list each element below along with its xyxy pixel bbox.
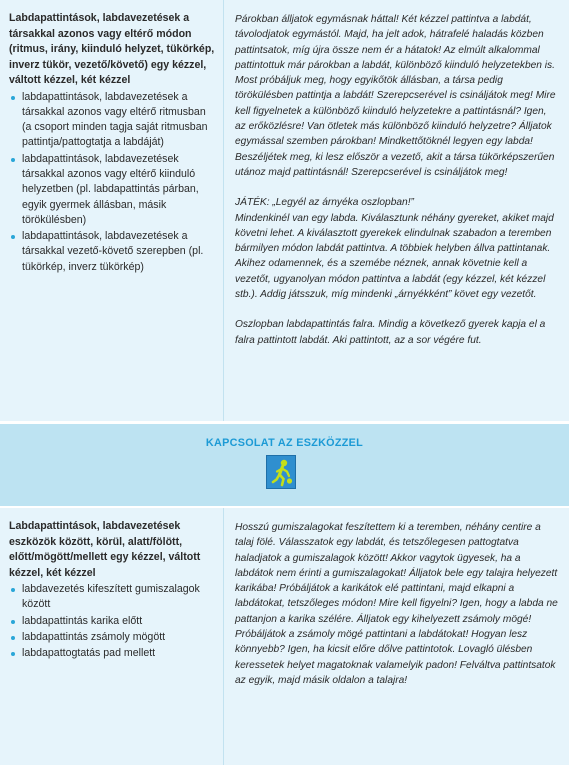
bullet-icon (11, 158, 15, 162)
instruction-paragraph: Párokban álljatok egymásnak háttal! Két kézzel pattintva a labdát, távolodjatok egymástól. Majd, ha jelt adok, hátrafelé haladás közben pattintsatok, míg újra össze nem ér a hátatok! Az elmúlt alkalommal pattintottuk már párokban a labdát, különböző kiinduló helyzetekben is. Most próbáljuk meg, hogy egyikőtök állásban, a társa pedig törökülésben pattintja a labdát! Szerepcserével is csináljátok meg! Mire kell figyelnetek a különböző kiinduló helyzetekre a pattintásnál? Igen, az erőközlésre! Van ötletek más különböző kiinduló helyzetre? Álljatok egymással szemben párokban! Mindkettőtöknél legyen egy labda! Beszéljétek meg, ki lesz először a vezető, akit a társa tükörképszerűen utánoz majd pattintásnál! Szerepcserével is csináljátok meg! (235, 14, 556, 178)
game-title: JÁTÉK: „Legyél az árnyéka oszlopban!” (235, 197, 414, 209)
top-left-column (0, 0, 224, 421)
equipment-instruction-paragraph: Hosszú gumiszalagokat feszítettem ki a teremben, néhány centire a talaj fölé. Válasszatok egy labdát, és tetszőlegesen pattogtatva haladjatok a gumiszalagok között! Akkor vagytok ügyesek, ha a labdátok nem érinti a gumiszalagokat! Álljatok bele egy talajra helyezett karikába! Próbáljátok a karikátok elé pattintani, majd elkapni a labdátokat, tetszőleges módon! Mire kell figyelni? Igen, hogy a labda ne pattanjon a karika szélére. Álljatok egy kihelyezett zsámoly mögé! Próbáljátok a zsámoly mögé pattintani a labdátokat! Hogyan lesz könnyebb? Igen, ha kicsit előre dőlve pattintotok. Lovagló ülésben keressetek helyet magatoknak valamelyik padon! Felváltva pattintsatok az egyik, majd másik oldalon a talajra! (235, 522, 558, 686)
wall-bounce-paragraph: Oszlopban labdapattintás falra. Mindig a következő gyerek kapja el a falra pattintott labdát. Aki pattintott, az a sor végére fut. (235, 319, 546, 346)
list-item: labdapattintások, labdavezetések társakkal azonos vagy eltérő kiinduló helyzetben (pl. labdapattintás párban, egyik gyermek állásban, másik törökülésben) (9, 152, 215, 228)
ball-dribbling-figure-icon (266, 455, 296, 489)
top-objective-list (9, 90, 215, 276)
bottom-objective-list (9, 582, 215, 661)
bottom-right-column (224, 508, 569, 765)
bottom-objective-heading: Labdapattintások, labdavezetések eszközök között, körül, alatt/fölött, előtt/mögött/mellett egy kézzel, váltott kézzel, két kézzel (9, 520, 201, 579)
list-item: labdavezetés kifeszített gumiszalagok között (9, 582, 215, 613)
list-item: labdapattogtatás pad mellett (9, 646, 215, 661)
list-item: labdapattintások, labdavezetések a társakkal azonos vagy eltérő ritmusban (a csoport minden tagja saját ritmusban pattintja/pattogtatja a labdáját) (9, 90, 215, 151)
bullet-icon (11, 620, 15, 624)
top-objective-heading: Labdapattintások, labdavezetések a társakkal azonos vagy eltérő módon (ritmus, irány, kiinduló helyzet, tükörkép, inverz tükör, vezető/követő) egy kézzel, váltott kézzel, két kézzel (9, 12, 215, 86)
bullet-icon (11, 636, 15, 640)
bottom-left-column (0, 508, 224, 765)
bottom-section (0, 508, 569, 765)
tool-connection-band (0, 424, 569, 506)
bullet-icon (11, 652, 15, 656)
list-item: labdapattintások, labdavezetések a társakkal vezető-követő szerepben (pl. tükörkép, inverz tükörkép) (9, 229, 215, 275)
list-item: labdapattintás karika előtt (9, 614, 215, 629)
list-item: labdapattintás zsámoly mögött (9, 630, 215, 645)
connection-title: KAPCSOLAT AZ ESZKÖZZEL (205, 437, 364, 449)
bullet-icon (11, 588, 15, 592)
game-description: Mindenkinél van egy labda. Kiválasztunk néhány gyereket, akiket majd követni lehet. A kiválasztott gyerekek elindulnak szabadon a teremben bármilyen módon labdát pattintva. A többiek helyben állva pattintanak. Akihez odamennek, és a szemébe néznek, annak követnie kell a vezetőt, ugyanolyan módon pattintva a labdát (egy kézzel, két kézzel stb.). Addig játsszuk, míg mindenki „árnyékként” követ egy vezetőt. (235, 212, 554, 301)
top-right-column (224, 0, 569, 421)
bullet-icon (11, 96, 15, 100)
bullet-icon (11, 235, 15, 239)
